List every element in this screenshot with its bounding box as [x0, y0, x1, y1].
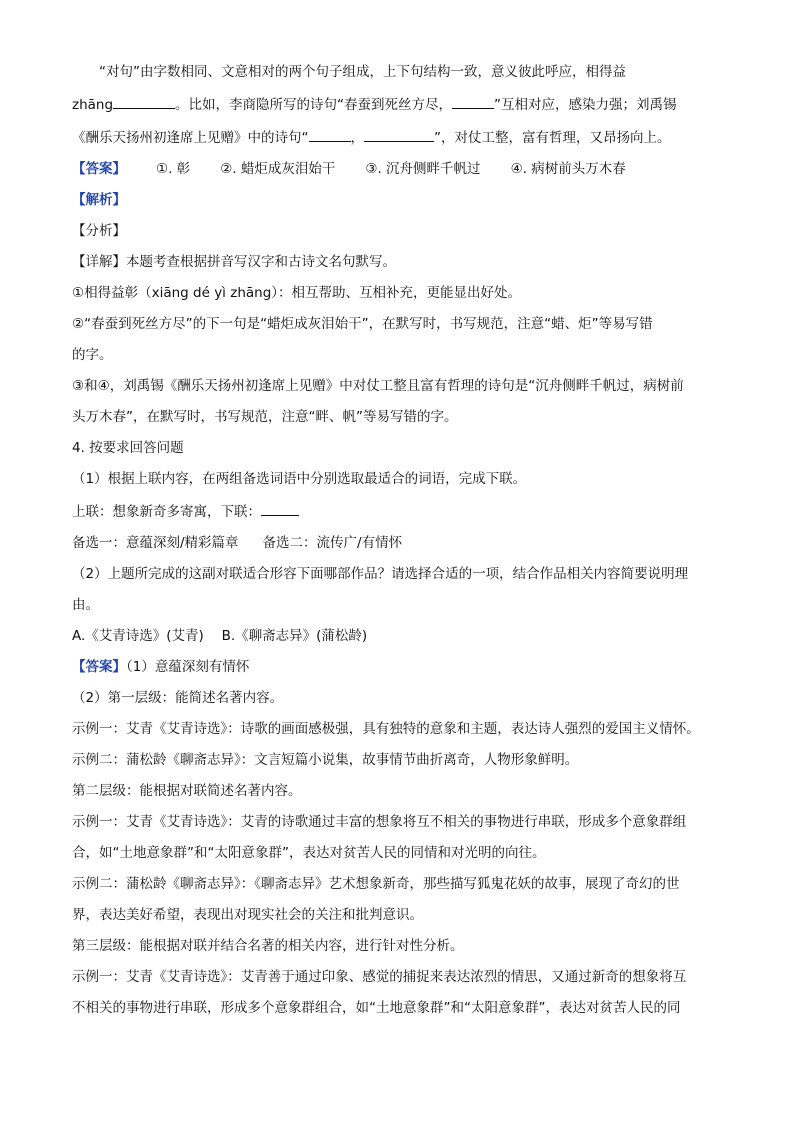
- document-page: [72, 62, 732, 1029]
- example-5a: 示例一：艾青《艾青诗选》：艾青善于通过印象、感觉的捕捉来表达浓烈的情思，又通过新奇的想象将互: [72, 969, 687, 985]
- q3-answer-row: [72, 159, 732, 179]
- detail-2b: 的字。: [72, 347, 113, 363]
- answer-4: ④. 病树前头万木春: [510, 161, 626, 177]
- option-1: 备选一：意蕴深刻/精彩篇章: [72, 535, 239, 551]
- answer-3: ③. 沉舟侧畔千帆过: [365, 161, 481, 177]
- detail-2a: ②“春蚕到死丝方尽”的下一句是“蜡炬成灰泪始干”，在默写时，书写规范，注意“蜡、炬”等易写错: [72, 316, 653, 332]
- q3-line-3: [72, 126, 732, 148]
- example-4b: 界，表达美好希望，表现出对现实社会的关注和批判意识。: [72, 907, 423, 923]
- answer-1: ①. 彰: [156, 161, 191, 177]
- comma: ，: [350, 130, 364, 146]
- option-2: 备选二：流传广/有情怀: [262, 535, 403, 551]
- detail-intro: 【详解】本题考查根据拼音写汉字和古诗文名句默写。: [72, 254, 396, 270]
- q4-options: [72, 533, 732, 553]
- example-4a: 示例二：蒲松龄《聊斋志异》：《聊斋志异》艺术想象新奇，那些描写狐鬼花妖的故事，展现了奇幻的世: [72, 876, 680, 892]
- blank-lower-couplet: [261, 500, 299, 516]
- pinyin-zhang: zhāng: [72, 97, 114, 113]
- blank-3: [309, 126, 351, 142]
- q4-part2b: 由。: [72, 597, 99, 613]
- example-1: 示例一：艾青《艾青诗选》：诗歌的画面感极强，具有独特的意象和主题，表达诗人强烈的爱国主义情怀。: [72, 721, 700, 737]
- level-2: 第二层级：能根据对联简述名著内容。: [72, 783, 302, 799]
- q3-line-1: “对句”由字数相同、文意相对的两个句子组成，上下句结构一致，意义彼此呼应，相得益: [99, 64, 626, 80]
- detail-3b: 头万木春”，在默写时，书写规范，注意“畔、帆”等易写错的字。: [72, 409, 458, 425]
- answer-2: ②. 蜡炬成灰泪始干: [220, 161, 336, 177]
- q3-line-2-mid: 。比如，李商隐所写的诗句“春蚕到死丝方尽，: [175, 97, 453, 113]
- q4-upper-couplet: [72, 500, 732, 522]
- answer-tag: 【答案】: [72, 659, 126, 675]
- blank-1: [113, 93, 175, 109]
- upper-couplet-text: 上联：想象新奇多寄寓，下联：: [72, 504, 261, 520]
- blank-2: [452, 93, 494, 109]
- q3-line-2-end: ”互相对应，感染力强；刘禹锡: [494, 97, 677, 113]
- q4-answer-1: [72, 657, 732, 677]
- example-2: 示例二：蒲松龄《聊斋志异》：文言短篇小说集，故事情节曲折离奇，人物形象鲜明。: [72, 752, 579, 768]
- example-3a: 示例一：艾青《艾青诗选》：艾青的诗歌通过丰富的想象将互不相关的事物进行串联，形成多个意象群组: [72, 814, 687, 830]
- answer-tag: 【答案】: [72, 161, 126, 177]
- analysis-tag: 【解析】: [72, 192, 126, 208]
- q3-line-2: [72, 93, 732, 115]
- example-3b: 合，如“土地意象群”和“太阳意象群”，表达对贫苦人民的同情和对光明的向往。: [72, 845, 546, 861]
- q3-line-3-start: 《酬乐天扬州初逢席上见赠》中的诗句“: [72, 130, 309, 146]
- q4-answer-2: （2）第一层级：能简述名著内容。: [72, 690, 284, 706]
- q4-part2a: （2）上题所完成的这副对联适合形容下面哪部作品？请选择合适的一项，结合作品相关内容简要说明理: [72, 566, 689, 582]
- detail-3a: ③和④，刘禹锡《酬乐天扬州初逢席上见赠》中对仗工整且富有哲理的诗句是“沉舟侧畔千帆过，病树前: [72, 378, 684, 394]
- detail-1: ①相得益彰（xiāng dé yì zhāng）：相互帮助、互相补充，更能显出好处。: [72, 285, 522, 301]
- q4-title: 4. 按要求回答问题: [72, 440, 184, 456]
- level-3: 第三层级：能根据对联并结合名著的相关内容，进行针对性分析。: [72, 938, 464, 954]
- example-5b: 不相关的事物进行串联，形成多个意象群组合，如“土地意象群”和“太阳意象群”，表达对贫苦人民的同: [72, 1000, 681, 1016]
- fenxi-tag: 【分析】: [72, 223, 126, 239]
- q4-part1: （1）根据上联内容，在两组备选词语中分别选取最适合的词语，完成下联。: [72, 471, 527, 487]
- q4-choices: A.《艾青诗选》(艾青) B.《聊斋志异》(蒲松龄): [72, 628, 368, 644]
- answer-1-text: （1）意蕴深刻有情怀: [126, 659, 250, 675]
- blank-4: [364, 126, 434, 142]
- q3-line-3-end: ”，对仗工整，富有哲理，又昂扬向上。: [434, 130, 671, 146]
